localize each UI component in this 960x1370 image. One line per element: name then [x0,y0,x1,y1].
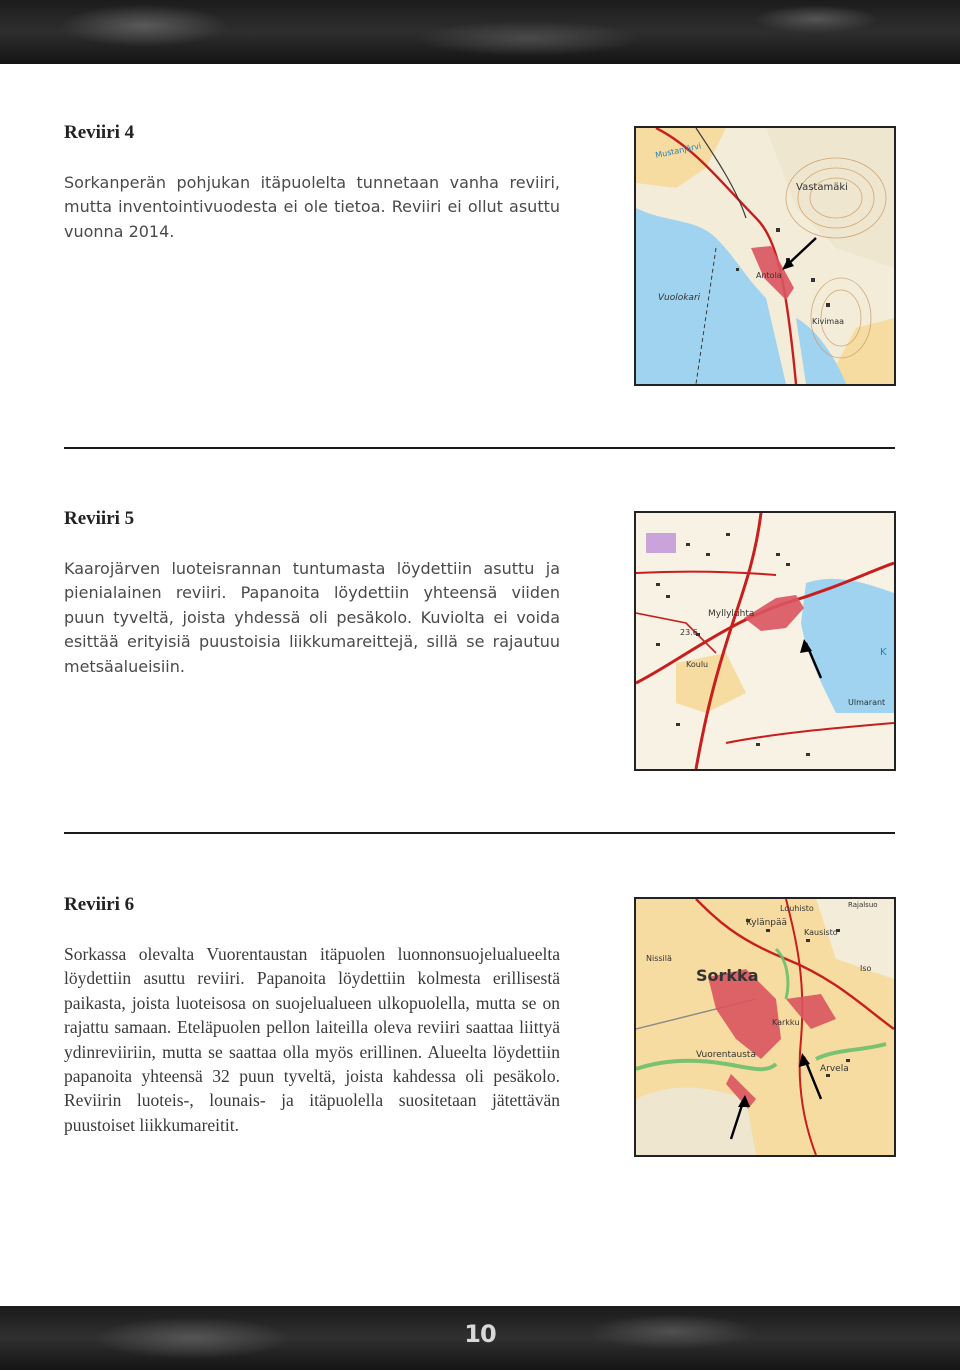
page-number: 10 [464,1320,496,1348]
section-paragraph-reviiri-4: Sorkanperän pohjukan itäpuolelta tunnetaan vanha reviiri, mutta inventointivuodesta ei ole tietoa. Reviiri ei ollut asuttu vuonna 2014. [64,173,560,241]
map-label: Ulmarant [848,698,886,707]
map-label: Kylänpää [746,918,788,928]
section-paragraph-reviiri-6: Sorkassa olevalta Vuorentaustan itäpuolen luonnonsuojelualueelta löydettiin asuttu reviiri. Papanoita löydettiin kolmesta erillisestä paikasta, joista luoteisosa on suojelualueen ulkopuolella, mutta se on rajattu samaan. Eteläpuolen pellon laiteilla oleva reviiri saattaa liittyä ydinreviiriin, mutta se saattaa olla myös erillinen. Alueelta löydettiin papanoita yhteensä 32 puun tyveltä, joista kahdessa oli pesäkolo. Reviirin luoteis-, lounais- ja itäpuolella suositetaan jätettävän puustoiset liikkumareitit. [64,944,560,1135]
map-label: Sorkka [696,966,759,985]
map-label: Myllyluhta [708,609,755,619]
section-divider [64,447,895,449]
bottom-banner [0,1306,960,1370]
section-paragraph-reviiri-5: Kaarojärven luoteisrannan tuntumasta löydettiin asuttu ja pienialainen reviiri. Papanoita löydettiin yhteensä viiden puun tyveltä, joista yhdessä oli pesäkolo. Kuviolta ei voida esittää erityisiä puustoisia liikkumareittejä, sillä se rajautuu metsäalueisiin. [64,559,560,676]
map-label: Rajalsuo [848,901,878,909]
map-label: Karkku [772,1018,800,1027]
section-divider [64,832,895,834]
top-banner [0,0,960,64]
map-label: Antola [756,271,782,280]
map-label: K [880,647,887,658]
map-label: Vuolokari [658,293,701,303]
map-label: Mustanjärvi [654,141,703,160]
section-title-reviiri-5: Reviiri 5 [64,508,135,529]
map-label: Iso [860,964,872,973]
section-title-reviiri-4: Reviiri 4 [64,122,135,143]
map-label: Arvela [820,1064,849,1074]
map-label: Koulu [686,660,709,669]
map-label: Kausisto [804,928,838,937]
map-reviiri-5 [634,511,896,771]
map-label: Vastamäki [796,182,848,193]
map-label: Nissilä [646,954,672,963]
map-label: 23.6 [680,628,698,637]
map-reviiri-6 [634,897,896,1157]
section-title-reviiri-6: Reviiri 6 [64,894,135,915]
map-label: Louhisto [780,904,814,913]
map-label: Vuorentausta [696,1050,756,1060]
map-reviiri-4 [634,126,896,386]
map-label: Kivimaa [812,317,845,326]
